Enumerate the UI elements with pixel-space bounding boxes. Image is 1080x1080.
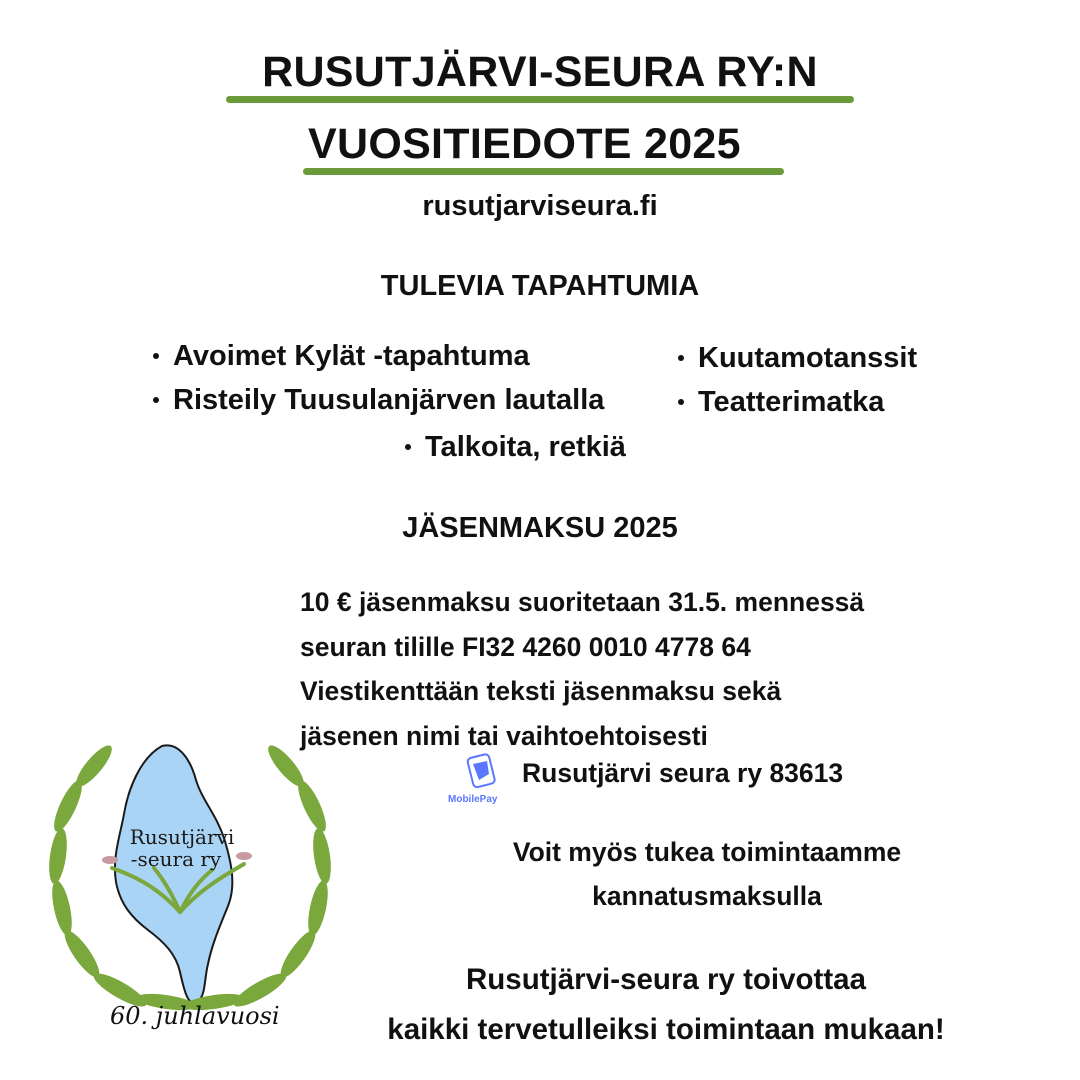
bullet-icon (678, 399, 684, 405)
membership-line: jäsenen nimi tai vaihtoehtoisesti (300, 720, 708, 751)
membership-line: 10 € jäsenmaksu suoritetaan 31.5. mennessä (300, 587, 865, 617)
bullet-icon (678, 355, 684, 361)
mobilepay-icon (446, 752, 516, 806)
closing-line: Rusutjärvi-seura ry toivottaa (465, 963, 866, 996)
page-title-line1: RUSUTJÄRVI-SEURA RY:N (262, 48, 818, 96)
bullet-icon (153, 353, 159, 359)
closing-line: kaikki tervetulleiksi toimintaan mukaan! (387, 1013, 945, 1046)
membership-line: seuran tilille FI32 4260 0010 4778 64 (300, 631, 751, 662)
support-line: kannatusmaksulla (592, 881, 822, 911)
list-item (153, 338, 604, 374)
event-label: Avoimet Kylät -tapahtuma (173, 339, 530, 372)
membership-text (300, 580, 864, 758)
logo-name-line2: -seura ry (130, 847, 222, 871)
mobilepay-wordmark: MobilePay (448, 794, 498, 805)
events-right-list (678, 340, 917, 420)
support-line: Voit myös tukea toimintaamme (512, 837, 902, 867)
title-underline-1 (226, 96, 854, 103)
closing-text (300, 955, 1032, 1055)
bullet-icon (405, 444, 411, 450)
event-label: Talkoita, retkiä (425, 430, 626, 463)
club-logo (40, 740, 340, 1040)
list-item (678, 384, 917, 420)
event-label: Teatterimatka (698, 385, 885, 418)
list-item (153, 382, 604, 418)
events-left-list (153, 338, 604, 418)
list-item (678, 340, 917, 376)
event-label: Risteily Tuusulanjärven lautalla (173, 383, 605, 416)
page-title-line2: VUOSITIEDOTE 2025 (308, 120, 741, 168)
membership-line: Viestikenttään teksti jäsenmaksu sekä (300, 676, 782, 706)
title-underline-2 (303, 168, 784, 175)
support-text (432, 830, 982, 918)
events-center-list (405, 429, 626, 465)
membership-heading: JÄSENMAKSU 2025 (402, 512, 678, 544)
mobilepay-number: Rusutjärvi seura ry 83613 (522, 758, 844, 788)
list-item (405, 429, 626, 465)
mobilepay-logo (446, 752, 516, 806)
bullet-icon (153, 397, 159, 403)
website-link[interactable]: rusutjarviseura.fi (422, 190, 658, 222)
laurel-lake-emblem (40, 740, 340, 1040)
events-heading: TULEVIA TAPAHTUMIA (380, 270, 700, 302)
event-label: Kuutamotanssit (698, 341, 918, 374)
anniversary-text: 60. juhlavuosi (110, 1002, 280, 1030)
logo-name-line1: Rusutjärvi (129, 825, 235, 849)
